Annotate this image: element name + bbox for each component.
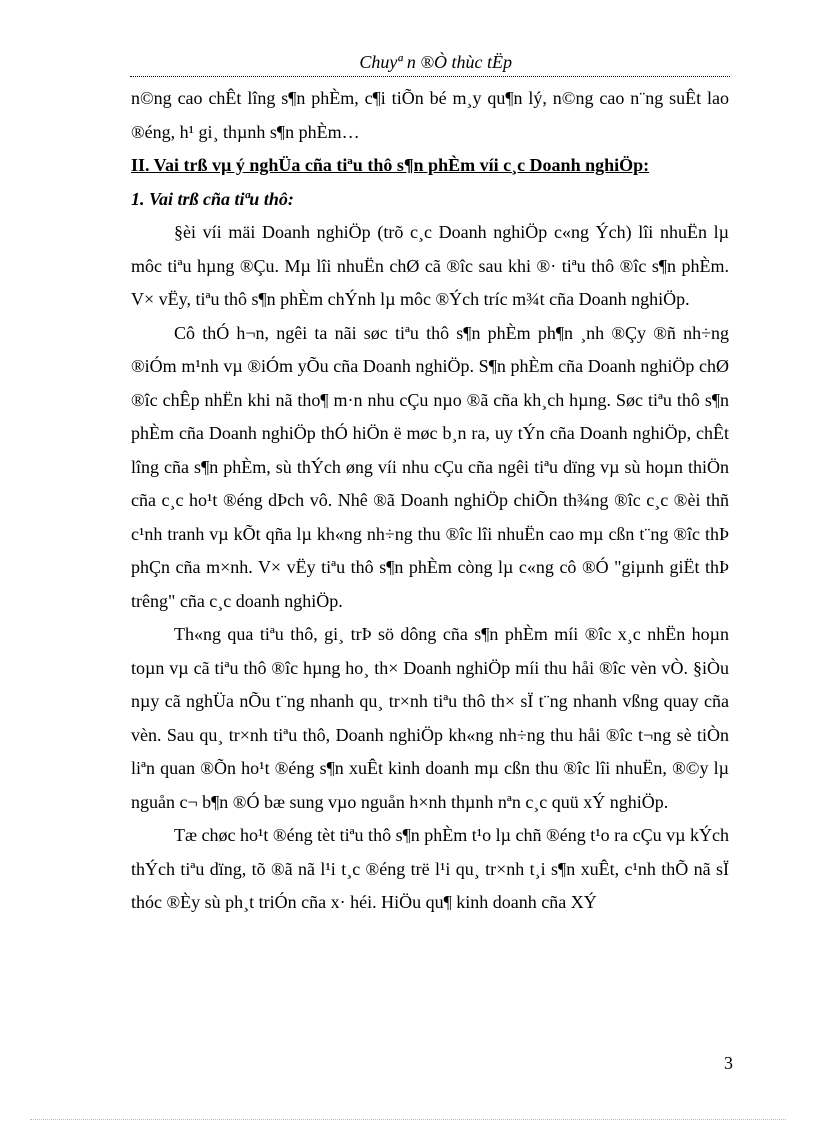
subsection-heading: 1. Vai trß cña tiªu thô: [131,188,294,209]
header-title: Chuyª n ®Ò thùc tËp [359,52,512,72]
paragraph: §èi víi mäi Doanh nghiÖp (trõ c¸c Doanh nghiÖp c«ng Ých) lîi nhuËn lµ môc tiªu hµng ®Çu. Mµ lîi nhuËn chØ cã ®îc sau khi ®· tiªu thô ®îc s¶n phÈm. V× vËy, tiªu thô s¶n phÈm chÝnh lµ môc ®Ých tríc m¾t cña Doanh nghiÖp. [131,222,729,309]
section-heading: II. Vai trß vµ ý nghÜa cña tiªu thô s¶n phÈm víi c¸c Doanh nghiÖp: [131,155,650,175]
document-body [131,82,729,920]
running-header [130,50,730,77]
paragraph: Cô thÓ h¬n, ngêi ta nãi søc tiªu thô s¶n phÈm ph¶n ¸nh ®Çy ®ñ nh÷ng ®iÓm m¹nh vµ ®iÓm yÕu cña Doanh nghiÖp. S¶n phÈm cña Doanh nghiÖp chØ ®îc chÊp nhËn khi nã tho¶ m·n nhu cÇu nµo ®ã cña kh¸ch hµng. Søc tiªu thô s¶n phÈm cña Doanh nghiÖp thÓ hiÖn ë møc b¸n ra, uy tÝn cña Doanh nghiÖp, chÊt lîng cña s¶n phÈm, sù thÝch øng víi nhu cÇu cña ngêi tiªu dïng vµ sù hoµn thiÖn cña c¸c ho¹t ®éng dÞch vô. Nhê ®ã Doanh nghiÖp chiÕn th¾ng ®îc c¸c ®èi thñ c¹nh tranh vµ kÕt qña lµ kh«ng nh÷ng thu ®îc lîi nhuËn cao mµ cßn t¨ng ®îc thÞ phÇn cña m×nh. V× vËy tiªu thô s¶n phÈm còng lµ c«ng cô ®Ó "giµnh giËt thÞ trêng" cña c¸c doanh nghiÖp. [131,322,729,611]
paragraph: Tæ chøc ho¹t ®éng tèt tiªu thô s¶n phÈm t¹o lµ chñ ®éng t¹o ra cÇu vµ kÝch thÝch tiªu dïng, tõ ®ã nã l¹i t¸c ®éng trë l¹i qu¸ tr×nh t¸i s¶n xuÊt, c¹nh thÕ nã sÏ thóc ®Èy sù ph¸t triÓn cña x· héi. HiÖu qu¶ kinh doanh cña XÝ [131,825,729,912]
footer-divider [30,1119,786,1120]
paragraph-continuation: n©ng cao chÊt lîng s¶n phÈm, c¶i tiÕn bé m¸y qu¶n lý, n©ng cao n¨ng suÊt lao ®éng, h¹ gi¸ thµnh s¶n phÈm… [131,88,729,142]
page-number: 3 [724,1053,733,1073]
paragraph: Th«ng qua tiªu thô, gi¸ trÞ sö dông cña s¶n phÈm míi ®îc x¸c nhËn hoµn toµn vµ cã tiªu thô ®îc hµng ho¸ th× Doanh nghiÖp míi thu håi ®îc vèn vÒ. §iÒu nµy cã nghÜa nÕu t¨ng nhanh qu¸ tr×nh tiªu thô th× sÏ t¨ng nhanh vßng quay cña vèn. Sau qu¸ tr×nh tiªu thô, Doanh nghiÖp kh«ng nh÷ng thu håi ®îc t¬ng sè tiÒn liªn quan ®Õn ho¹t ®éng s¶n xuÊt kinh doanh mµ cßn thu ®îc lîi nhuËn, ®©y lµ nguån c¬ b¶n ®Ó bæ sung vµo nguån h×nh thµnh nªn c¸c quü xÝ nghiÖp. [131,624,729,812]
